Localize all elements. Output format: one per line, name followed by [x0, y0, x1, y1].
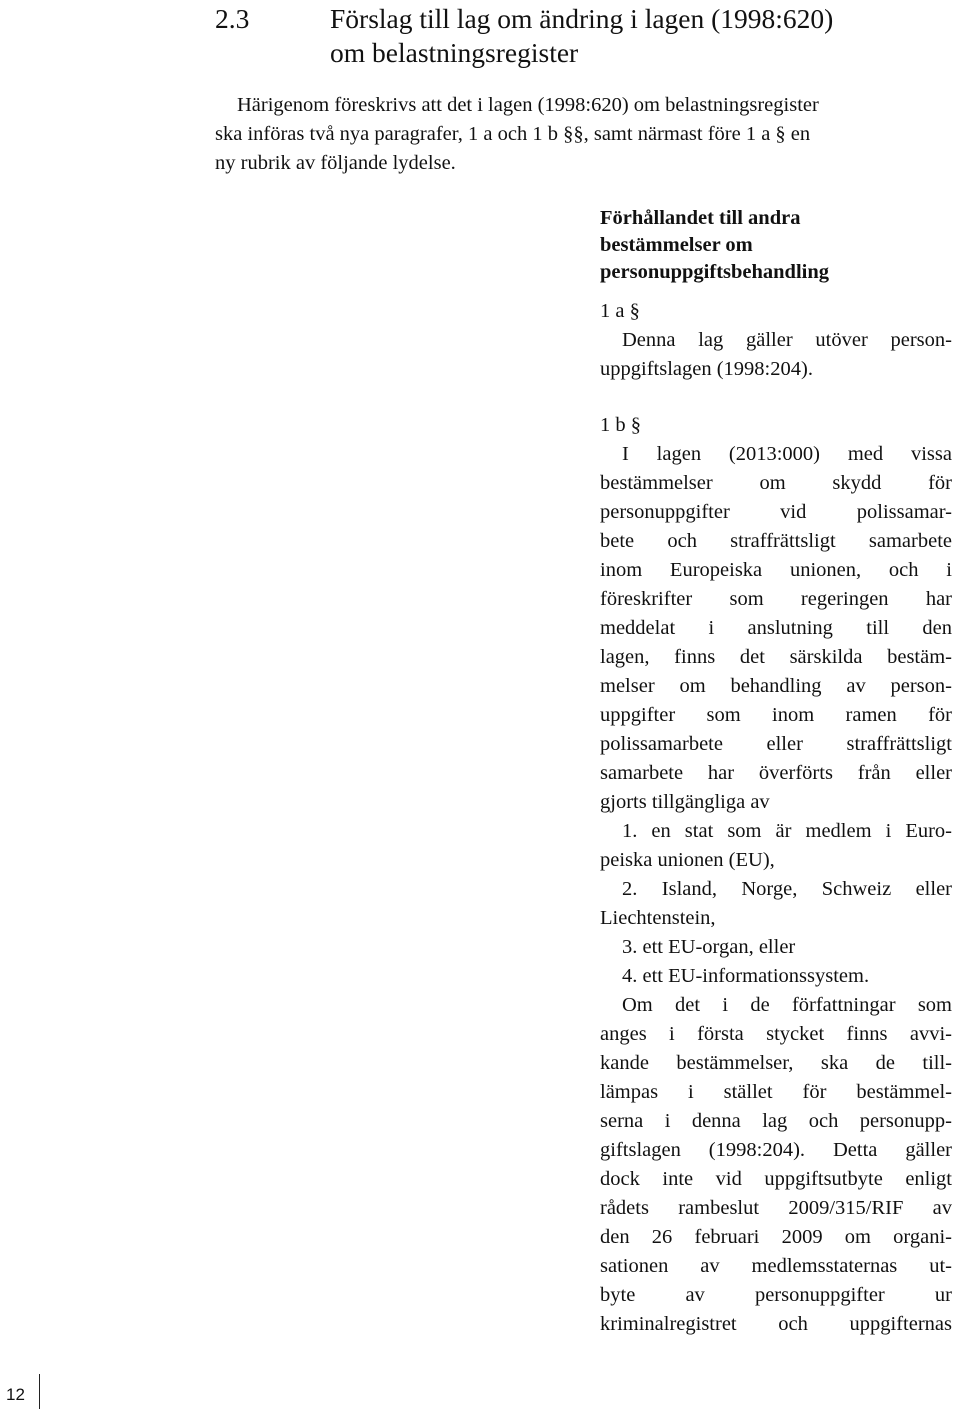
subheading: [600, 205, 952, 286]
section-1b: [600, 411, 952, 1339]
section-title-line-1: Förslag till lag om ändring i lagen (1998:620): [330, 3, 834, 34]
section-title-line-2: om belastningsregister: [330, 37, 579, 68]
section-1b-line: gjorts tillgängliga av: [600, 791, 770, 813]
section-1b-line: bestämmelser om skydd för: [600, 472, 952, 494]
section-1b-line: personuppgifter vid polissamar-: [600, 501, 952, 523]
section-1b-line: giftslagen (1998:204). Detta gäller: [600, 1139, 952, 1161]
section-1b-line: melser om behandling av person-: [600, 675, 952, 697]
intro-line: Härigenom föreskrivs att det i lagen (1998:620) om belastningsregister: [237, 94, 819, 116]
list-item-continuation: peiska unionen (EU),: [600, 849, 775, 871]
section-1b-line: bete och straffrättsligt samarbete: [600, 530, 952, 552]
list-item: 4. ett EU-informationssystem.: [622, 965, 870, 987]
section-1b-line: serna i denna lag och personupp-: [600, 1110, 952, 1132]
subheading-line: bestämmelser om: [600, 234, 753, 256]
section-1b-line: polissamarbete eller straffrättsligt: [600, 733, 952, 755]
subheading-line: personuppgiftsbehandling: [600, 261, 830, 283]
section-1b-line: meddelat i anslutning till den: [600, 617, 952, 639]
section-1b-line: den 26 februari 2009 om organi-: [600, 1226, 952, 1248]
section-1b-line: inom Europeiska unionen, och i: [600, 559, 952, 581]
section-1b-line: anges i första stycket finns avvi-: [600, 1023, 952, 1045]
list-item-continuation: Liechtenstein,: [600, 907, 716, 929]
paragraph-label-1b: 1 b §: [600, 414, 641, 436]
section-1b-line: föreskrifter som regeringen har: [600, 588, 952, 610]
section-1b-line: rådets rambeslut 2009/315/RIF av: [600, 1197, 952, 1219]
section-1b-line: samarbete har överförts från eller: [600, 762, 952, 784]
list-item: 2. Island, Norge, Schweiz eller: [622, 878, 952, 900]
section-1a-line: uppgiftslagen (1998:204).: [600, 358, 813, 380]
section-1b-line: byte av personuppgifter ur: [600, 1284, 952, 1306]
section-1b-line: I lagen (2013:000) med vissa: [622, 443, 952, 465]
list-item: 1. en stat som är medlem i Euro-: [622, 820, 952, 842]
section-1b-line: kriminalregistret och uppgifternas: [600, 1313, 952, 1335]
section-1b-line: dock inte vid uppgiftsutbyte enligt: [600, 1168, 952, 1190]
section-number: 2.3: [215, 3, 250, 34]
paragraph-label-1a: 1 a §: [600, 300, 640, 322]
page-number: 12: [6, 1385, 25, 1404]
intro-paragraph: [215, 91, 955, 178]
section-1b-line: lagen, finns det särskilda bestäm-: [600, 646, 952, 668]
section-1b-line: uppgifter som inom ramen för: [600, 704, 952, 726]
section-1b-line: lämpas i stället för bestämmel-: [600, 1081, 952, 1103]
subheading-line: Förhållandet till andra: [600, 207, 801, 229]
intro-line: ska införas två nya paragrafer, 1 a och 1 b §§, samt närmast före 1 a § en: [215, 123, 811, 145]
section-1b-line: sationen av medlemsstaternas ut-: [600, 1255, 952, 1277]
section-1a-line: Denna lag gäller utöver person-: [622, 329, 952, 351]
page-margin-rule: [39, 1374, 40, 1409]
section-heading: [215, 2, 935, 70]
list-item: 3. ett EU-organ, eller: [622, 936, 796, 958]
intro-line: ny rubrik av följande lydelse.: [215, 152, 456, 174]
section-1b-line: kande bestämmelser, ska de till-: [600, 1052, 952, 1074]
section-1b-line: Om det i de författningar som: [622, 994, 952, 1016]
section-1a: [600, 297, 952, 384]
